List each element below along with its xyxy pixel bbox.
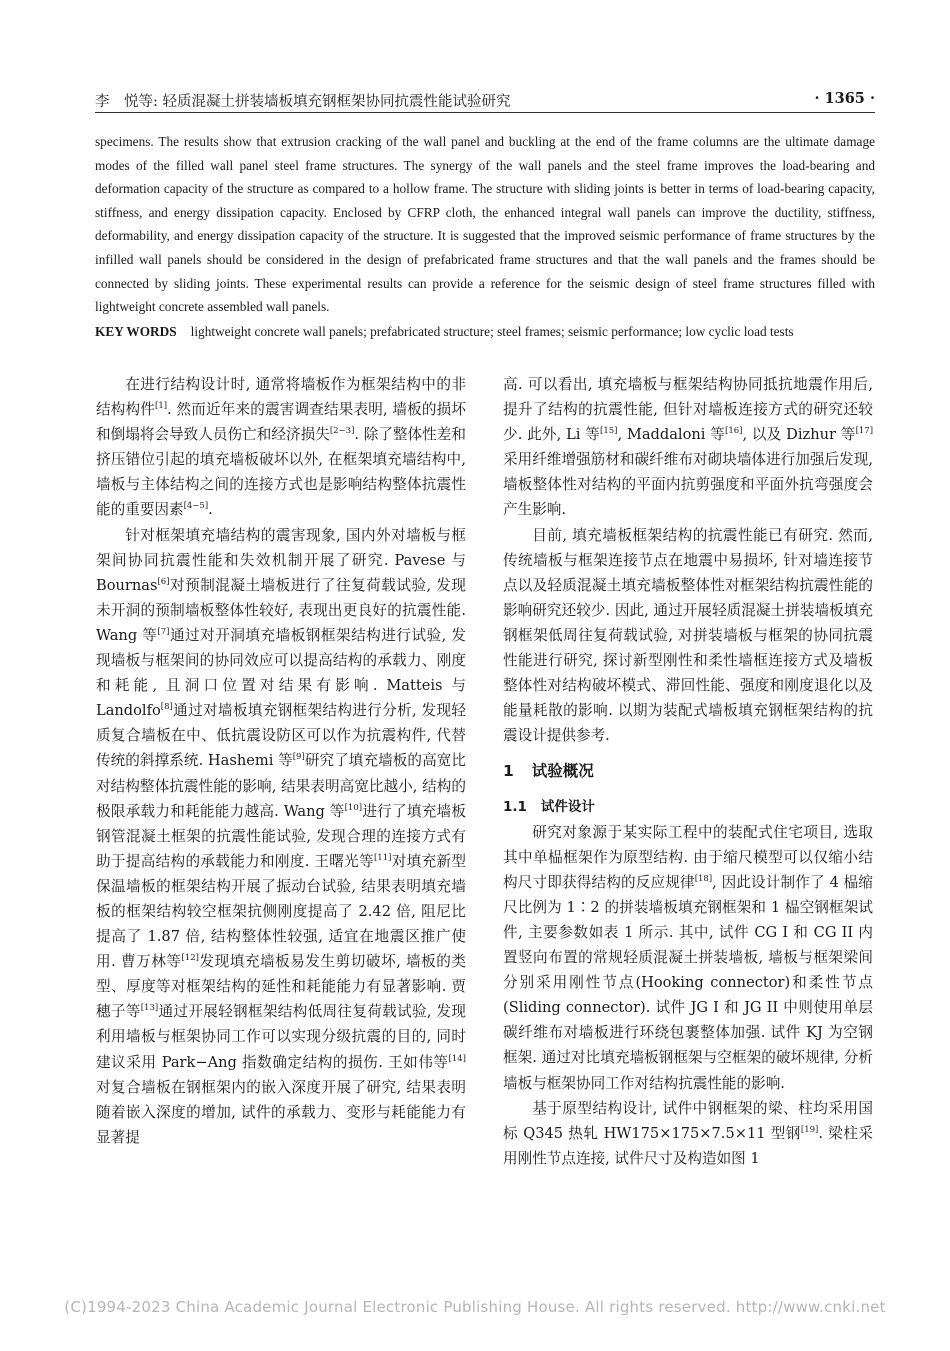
text-run: 采用纤维增强筋材和碳纤维布对砌块墙体进行加强后发现, 墙板整体性对结构的平面内抗剪强度和平面外抗弯强度会产生影响. (503, 451, 873, 519)
text-run: 对预制混凝土墙板进行了往复荷载试验, 发现未开洞的预制墙板整体性较好, 表现出更良好的抗震性能. Wang 等 (96, 576, 466, 644)
left-column (96, 372, 466, 1150)
citation: [15] (600, 426, 618, 437)
text-run: 对复合墙板在钢框架内的嵌入深度开展了研究, 结果表明随着嵌入深度的增加, 试件的承载力、变形与耗能能力有显著提 (96, 1078, 466, 1146)
citation: [4−5] (183, 501, 209, 512)
page-number: · 1365 · (814, 90, 875, 107)
subsection-heading-1-1 (503, 795, 873, 820)
citation: [12] (181, 953, 199, 964)
running-title: 李 悦等: 轻质混凝土拼装墙板填充钢框架协同抗震性能试验研究 (95, 94, 511, 110)
text-run: , Maddaloni 等 (617, 426, 725, 444)
intro-paragraph-current: 目前, 填充墙板框架结构的抗震性能已有研究. 然而, 传统墙板与框架连接节点在地震中易损坏, 针对墙连接节点以及轻质混凝土填充墙板整体性对框架结构抗震性能的影响研究还较少. 因此, 通过开展轻质混凝土拼装墙板填充钢框架低周往复荷载试验, 对拼装墙板与框架的协同抗震性能进行研究, 探讨新型刚性和柔性墙框连接方式及墙板整体性对结构破坏模式、滞回性能、强度和刚度退化以及能量耗散的影响. 以期为装配式墙板填充钢框架结构的抗震设计提供参考. (503, 526, 873, 745)
right-column (503, 372, 873, 1171)
steel-paragraph (503, 1096, 873, 1171)
text-run: 基于原型结构设计, 试件中钢框架的梁、柱均采用国标 Q345 热轧 HW175×175×7.5×11 型钢 (503, 1099, 873, 1142)
citation: [6] (157, 576, 170, 587)
copyright-footer: (C)1994-2023 China Academic Journal Electronic Publishing House. All rights reserved. http://www.cnki.net (64, 1298, 886, 1316)
citation: [14] (448, 1053, 466, 1064)
abstract-text: specimens. The results show that extrusion cracking of the wall panel and buckling at the end of the frame columns are the ultimate damage modes of the filled wall panel steel frame structures. The synergy of the wall panels and the steel frame improves the load-bearing and deformation capacity of the structure as compared to a hollow frame. The structure with sliding joints is better in terms of load-bearing capacity, stiffness, and energy dissipation capacity. Enclosed by CFRP cloth, the enhanced integral wall panels can improve the ductility, stiffness, deformability, and energy dissipation capacity of the structure. It is suggested that the improved seismic performance of frame structures by the infilled wall panels should be considered in the design of prefabricated frame structures and that the wall panels and the frames should be connected by sliding joints. These experimental results can provide a reference for the seismic design of steel frame structures filled with lightweight concrete assembled wall panels. (95, 134, 875, 315)
citation: [17] (855, 426, 874, 437)
text-run: . 梁柱采用刚性节点连接, 试件尺寸及构造如图 1 (503, 1124, 873, 1167)
citation: [19] (800, 1124, 819, 1135)
section-heading-1 (503, 759, 873, 784)
citation: [10] (344, 802, 363, 813)
text-run: 在进行结构设计时, 通常将墙板作为框架结构中的非结构构件 (96, 376, 466, 419)
citation: [1] (155, 401, 168, 412)
running-header (95, 88, 875, 113)
text-run: . 然而近年来的震害调查结果表明, 墙板的损坏和倒塌将会导致人员伤亡和经济损失 (96, 401, 466, 444)
text-run: 通过对墙板填充钢框架结构进行分析, 发现轻质复合墙板在中、低抗震设防区可以作为抗震构件, 代替传统的斜撑系统. Hashemi 等 (96, 702, 466, 770)
citation: [13] (140, 1003, 159, 1014)
citation: [11] (373, 852, 392, 863)
design-paragraph (503, 820, 873, 1096)
text-run: . (208, 501, 213, 519)
text-run: 高. 可以看出, 填充墙板与框架结构协同抵抗地震作用后, 提升了结构的抗震性能, 但针对墙板连接方式的研究还较少. 此外, Li 等 (503, 376, 873, 444)
citation: [2−3] (329, 426, 355, 437)
citation: [16] (725, 426, 743, 437)
keywords-label: KEY WORDS (95, 324, 177, 339)
intro-paragraph-1 (96, 372, 466, 523)
citation: [18] (694, 873, 713, 884)
text-run: , 因此设计制作了 4 榀缩尺比例为 1∶2 的拼装墙板填充钢框架和 1 榀空钢框架试件, 主要参数如表 1 所示. 其中, 试件 CG I 和 CG II 内置竖向布置的常规轻质混凝土拼装墙板, 墙板与框架梁间分别采用刚性节点(Hooking connector)和柔性节点(Sliding connector). 试件 JG I 和 JG II 中则使用单层碳纤维布对墙板进行环绕包裹整体加强. 试件 KJ 为空钢框架. 通过对比填充墙板钢框架与空框架的破坏规律, 分析墙板与框架协同工作对结构抗震性能的影响. (503, 873, 873, 1092)
text-run: 研究了填充墙板的高宽比对结构整体抗震性能的影响, 结果表明高宽比越小, 结构的极限承载力和耗能能力越高. Wang 等 (96, 752, 466, 820)
section-title: 试验概况 (531, 762, 594, 781)
citation: [9] (292, 752, 305, 763)
section-number: 1 (503, 762, 514, 781)
text-run: 通过开展轻钢框架结构低周往复荷载试验, 发现利用墙板与框架协同工作可以实现分级抗震的目的, 同时建议采用 Park−Ang 指数确定结构的损伤. 王如伟等 (96, 1003, 466, 1071)
text-run: 通过对开洞填充墙板钢框架结构进行试验, 发现墙板与框架间的协同效应可以提高结构的承载力、刚度和耗能, 且洞口位置对结果有影响. Matteis 与 Landolfo (96, 626, 466, 720)
citation: [8] (160, 702, 173, 713)
keywords-line (95, 320, 875, 344)
text-run: 针对框架填充墙结构的震害现象, 国内外对墙板与框架间协同抗震性能和失效机制开展了研究. Pavese 与 Bournas (96, 526, 466, 594)
text-run: 研究对象源于某实际工程中的装配式住宅项目, 选取其中单榀框架作为原型结构. 由于缩尺模型可以仅缩小结构尺寸即获得结构的反应规律 (503, 823, 873, 891)
intro-paragraph-continued (503, 372, 873, 523)
subsection-number: 1.1 (503, 798, 527, 815)
text-run: 发现填充墙板易发生剪切破坏, 墙板的类型、厚度等对框架结构的延性和耗能能力有显著影响. 贾穗子等 (96, 953, 467, 1021)
intro-paragraph-2 (96, 523, 466, 1150)
keywords-text: lightweight concrete wall panels; prefabricated structure; steel frames; seismic performance; low cyclic load tests (190, 324, 794, 339)
text-run: 对填充新型保温墙板的框架结构开展了振动台试验, 结果表明填充墙板的框架结构较空框架抗侧刚度提高了 2.42 倍, 阻尼比提高了 1.87 倍, 结构整体性较强, 适宜在地震区推广使用. 曹万林等 (96, 852, 466, 971)
subsection-title: 试件设计 (540, 798, 595, 815)
text-run: 进行了填充墙板钢管混凝土框架的抗震性能试验, 发现合理的连接方式有助于提高结构的承载能力和刚度. 王曙光等 (96, 802, 466, 870)
text-run: . 除了整体性差和挤压错位引起的填充墙板破坏以外, 在框架填充墙结构中, 墙板与主体结构之间的连接方式也是影响结构整体抗震性能的重要因素 (96, 426, 466, 519)
text-run: , 以及 Dizhur 等 (742, 426, 856, 444)
citation: [7] (157, 626, 170, 637)
